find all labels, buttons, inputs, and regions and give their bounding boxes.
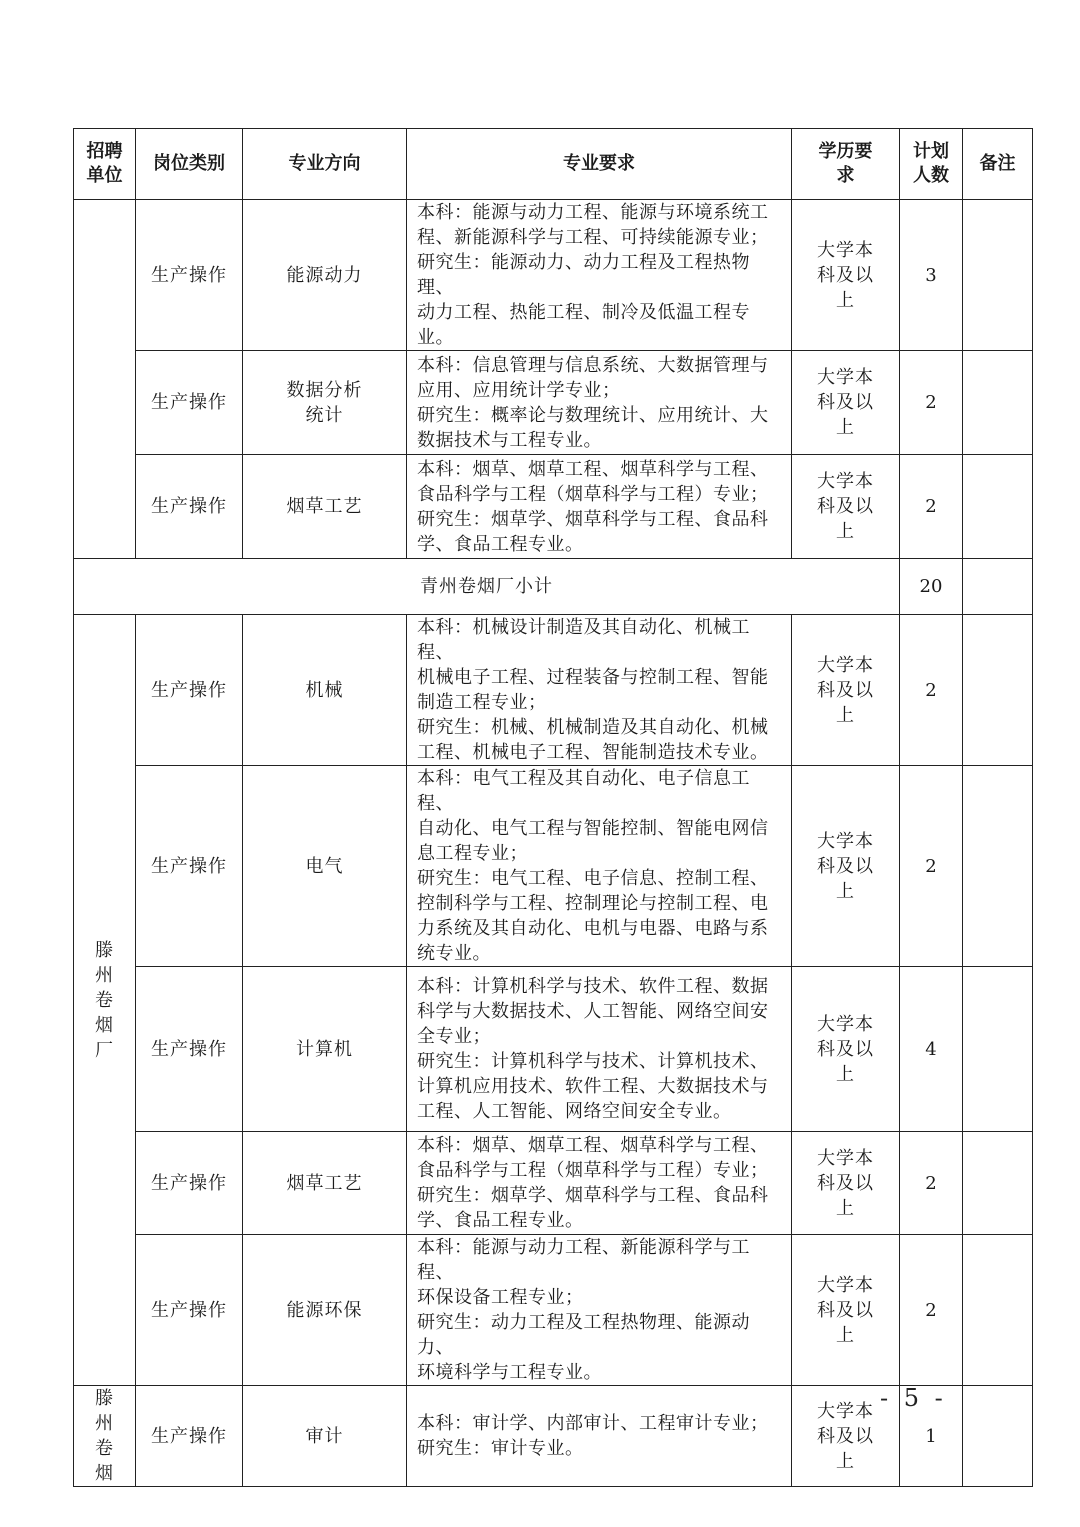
requirement-line: 研究生：审计专业。 [417,1438,584,1459]
planned-count-cell: 4 [900,967,963,1132]
recruitment-table [73,128,1033,1487]
requirement-line: 研究生：动力工程及工程热物理、能源动力、 [417,1312,750,1358]
education-cell: 大学本科及以上 [792,615,900,766]
category-cell: 生产操作 [136,766,243,967]
table-row [74,351,1033,455]
header-requirement: 专业要求 [407,129,792,200]
requirement-line: 力系统及其自动化、电机与电器、电路与系 [417,918,769,939]
requirement-line: 控制科学与工程、控制理论与控制工程、电 [417,893,769,914]
requirement-line: 程、新能源科学与工程、可持续能源专业； [417,227,769,248]
requirement-cell [407,1132,792,1235]
requirement-line: 工程、人工智能、网络空间安全专业。 [417,1101,732,1122]
requirement-cell [407,615,792,766]
requirement-line: 食品科学与工程（烟草科学与工程）专业； [417,1160,769,1181]
requirement-line: 科学与大数据技术、人工智能、网络空间安 [417,1001,769,1022]
remarks-cell [963,351,1033,455]
requirement-line: 研究生：烟草学、烟草科学与工程、食品科 [417,508,769,530]
requirement-line: 统专业。 [417,943,491,964]
table-row [74,967,1033,1132]
unit-cell-tengzhou: 滕州卷烟厂 [74,615,136,1386]
planned-count-cell: 2 [900,1132,963,1235]
table-header-row [74,129,1033,200]
remarks-cell [963,615,1033,766]
direction-cell: 机械 [243,615,407,766]
category-cell: 生产操作 [136,200,243,351]
category-cell: 生产操作 [136,1386,243,1487]
table-row [74,615,1033,766]
category-cell: 生产操作 [136,967,243,1132]
requirement-line: 动力工程、热能工程、制冷及低温工程专业。 [417,302,750,348]
planned-count-cell: 2 [900,351,963,455]
planned-count-cell: 3 [900,200,963,351]
requirement-line: 工程、机械电子工程、智能制造技术专业。 [417,742,769,763]
subtotal-row [74,559,1033,615]
planned-count-cell: 2 [900,455,963,559]
header-direction: 专业方向 [243,129,407,200]
education-cell: 大学本科及以上 [792,1386,900,1487]
planned-count-cell: 2 [900,766,963,967]
table-row [74,766,1033,967]
requirement-line: 制造工程专业； [417,692,547,713]
category-cell: 生产操作 [136,615,243,766]
requirement-line: 食品科学与工程（烟草科学与工程）专业； [417,483,769,505]
requirement-line: 计算机应用技术、软件工程、大数据技术与 [417,1076,769,1097]
table-row [74,200,1033,351]
direction-cell: 电气 [243,766,407,967]
requirement-line: 自动化、电气工程与智能控制、智能电网信 [417,818,769,839]
remarks-cell [963,1386,1033,1487]
requirement-line: 全专业； [417,1026,491,1047]
requirement-cell [407,1235,792,1386]
education-cell: 大学本科及以上 [792,351,900,455]
unit-cell-continued [74,200,136,559]
requirement-line: 学、食品工程专业。 [417,1210,584,1231]
requirement-line: 本科：审计学、内部审计、工程审计专业； [417,1413,769,1434]
unit-cell-tengzhou-next: 滕州卷烟 [74,1386,136,1487]
requirement-line: 本科：烟草、烟草工程、烟草科学与工程、 [417,458,769,480]
requirement-cell [407,455,792,559]
remarks-cell [963,1235,1033,1386]
requirement-line: 研究生：烟草学、烟草科学与工程、食品科 [417,1185,769,1206]
education-cell: 大学本科及以上 [792,967,900,1132]
requirement-line: 本科：能源与动力工程、新能源科学与工程、 [417,1237,750,1283]
education-cell: 大学本科及以上 [792,1235,900,1386]
requirement-line: 本科：电气工程及其自动化、电子信息工程、 [417,768,750,814]
header-category: 岗位类别 [136,129,243,200]
header-education: 学历要求 [792,129,900,200]
requirement-cell [407,1386,792,1487]
table-row [74,1235,1033,1386]
header-unit: 招聘单位 [74,129,136,200]
category-cell: 生产操作 [136,351,243,455]
planned-count-cell: 2 [900,1235,963,1386]
requirement-cell [407,351,792,455]
subtotal-remarks [963,559,1033,615]
requirement-line: 机械电子工程、过程装备与控制工程、智能 [417,667,769,688]
requirement-cell [407,200,792,351]
requirement-line: 息工程专业； [417,843,528,864]
category-cell: 生产操作 [136,1235,243,1386]
planned-count-cell: 2 [900,615,963,766]
remarks-cell [963,766,1033,967]
table-row [74,455,1033,559]
requirement-line: 应用、应用统计学专业； [417,379,621,401]
planned-count-cell: 1 [900,1386,963,1487]
remarks-cell [963,200,1033,351]
requirement-line: 研究生：能源动力、动力工程及工程热物理、 [417,252,750,298]
requirement-line: 研究生：概率论与数理统计、应用统计、大 [417,404,769,426]
subtotal-label: 青州卷烟厂小计 [74,559,900,615]
direction-cell: 烟草工艺 [243,455,407,559]
category-cell: 生产操作 [136,1132,243,1235]
requirement-line: 研究生：电气工程、电子信息、控制工程、 [417,868,769,889]
requirement-line: 本科：计算机科学与技术、软件工程、数据 [417,976,769,997]
requirement-line: 学、食品工程专业。 [417,533,584,555]
direction-cell: 数据分析统计 [243,351,407,455]
subtotal-count: 20 [900,559,963,615]
requirement-line: 数据技术与工程专业。 [417,429,602,451]
education-cell: 大学本科及以上 [792,455,900,559]
education-cell: 大学本科及以上 [792,200,900,351]
header-planned: 计划人数 [900,129,963,200]
header-remarks: 备注 [963,129,1033,200]
direction-cell: 烟草工艺 [243,1132,407,1235]
direction-cell: 审计 [243,1386,407,1487]
remarks-cell [963,967,1033,1132]
remarks-cell [963,1132,1033,1235]
requirement-line: 本科：能源与动力工程、能源与环境系统工 [417,202,769,223]
requirement-line: 本科：烟草、烟草工程、烟草科学与工程、 [417,1135,769,1156]
requirement-line: 本科：机械设计制造及其自动化、机械工程、 [417,617,750,663]
requirement-line: 本科：信息管理与信息系统、大数据管理与 [417,354,769,376]
direction-cell: 能源动力 [243,200,407,351]
requirement-line: 研究生：机械、机械制造及其自动化、机械 [417,717,769,738]
requirement-cell [407,967,792,1132]
remarks-cell [963,455,1033,559]
education-cell: 大学本科及以上 [792,1132,900,1235]
requirement-line: 环保设备工程专业； [417,1287,584,1308]
requirement-cell [407,766,792,967]
direction-cell: 能源环保 [243,1235,407,1386]
requirement-line: 环境科学与工程专业。 [417,1362,602,1383]
table-row [74,1132,1033,1235]
page-number: - 5 - [880,1384,947,1412]
requirement-line: 研究生：计算机科学与技术、计算机技术、 [417,1051,769,1072]
direction-cell: 计算机 [243,967,407,1132]
category-cell: 生产操作 [136,455,243,559]
education-cell: 大学本科及以上 [792,766,900,967]
